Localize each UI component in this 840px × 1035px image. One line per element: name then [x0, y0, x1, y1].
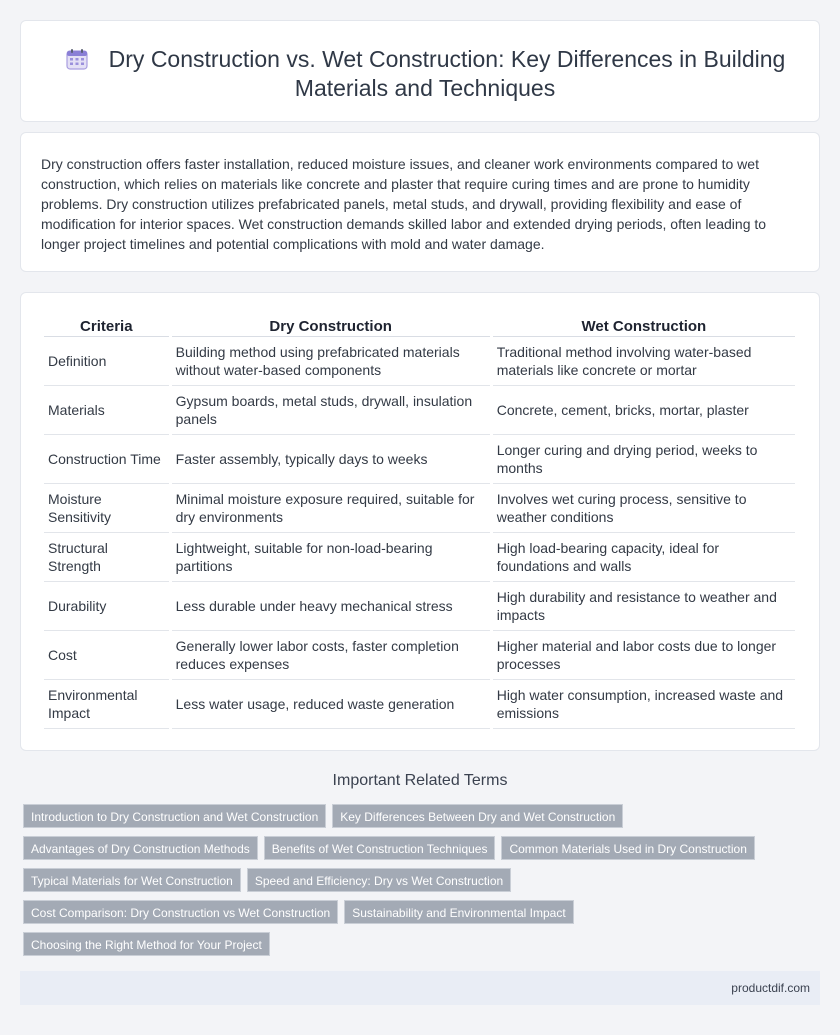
related-term-tag[interactable]: Advantages of Dry Construction Methods [23, 836, 258, 860]
related-terms-list [23, 804, 823, 964]
related-term-tag[interactable]: Key Differences Between Dry and Wet Construction [332, 804, 623, 828]
cell-criteria: Materials [44, 386, 169, 435]
column-header-dry: Dry Construction [172, 315, 490, 337]
cell-dry: Gypsum boards, metal studs, drywall, insulation panels [172, 386, 490, 435]
cell-criteria: Cost [44, 631, 169, 680]
table-row [44, 631, 795, 680]
related-term-tag[interactable]: Cost Comparison: Dry Construction vs Wet Construction [23, 900, 338, 924]
cell-dry: Less durable under heavy mechanical stress [172, 582, 490, 631]
cell-wet: High durability and resistance to weather and impacts [493, 582, 795, 631]
comparison-table [41, 315, 798, 729]
related-terms-title: Important Related Terms [332, 772, 508, 789]
table-row [44, 582, 795, 631]
related-term-tag[interactable]: Typical Materials for Wet Construction [23, 868, 241, 892]
cell-wet: Higher material and labor costs due to longer processes [493, 631, 795, 680]
cell-dry: Less water usage, reduced waste generation [172, 680, 490, 729]
related-term-tag[interactable]: Choosing the Right Method for Your Project [23, 932, 270, 956]
cell-wet: Involves wet curing process, sensitive to weather conditions [493, 484, 795, 533]
cell-dry: Minimal moisture exposure required, suitable for dry environments [172, 484, 490, 533]
related-term-tag[interactable]: Benefits of Wet Construction Techniques [264, 836, 496, 860]
related-term-tag[interactable]: Introduction to Dry Construction and Wet Construction [23, 804, 326, 828]
related-term-tag[interactable]: Sustainability and Environmental Impact [344, 900, 573, 924]
cell-criteria: Definition [44, 337, 169, 386]
table-row [44, 533, 795, 582]
cell-criteria: Structural Strength [44, 533, 169, 582]
column-header-criteria: Criteria [44, 315, 169, 337]
intro-paragraph: Dry construction offers faster installation, reduced moisture issues, and cleaner work environments compared to wet construction, which relies on materials like concrete and plaster that require curing times and are prone to humidity problems. Dry construction utilizes prefabricated panels, metal studs, and drywall, providing flexibility and ease of modification for interior spaces. Wet construction demands skilled labor and extended drying periods, often leading to longer project timelines and potential complications with mold and water damage. [41, 156, 767, 252]
cell-wet: High water consumption, increased waste and emissions [493, 680, 795, 729]
comparison-card [20, 292, 820, 751]
cell-criteria: Environmental Impact [44, 680, 169, 729]
footer [20, 971, 820, 1005]
calendar-icon [65, 47, 89, 71]
related-term-tag[interactable]: Common Materials Used in Dry Construction [501, 836, 754, 860]
table-row [44, 386, 795, 435]
table-row [44, 435, 795, 484]
cell-dry: Generally lower labor costs, faster completion reduces expenses [172, 631, 490, 680]
related-term-tag[interactable]: Speed and Efficiency: Dry vs Wet Construction [247, 868, 511, 892]
table-header-row [44, 315, 795, 337]
table-row [44, 680, 795, 729]
cell-wet: Traditional method involving water-based materials like concrete or mortar [493, 337, 795, 386]
cell-criteria: Durability [44, 582, 169, 631]
page-title-text: Dry Construction vs. Wet Construction: Key Differences in Building Materials and Techniques [108, 46, 786, 101]
cell-wet: High load-bearing capacity, ideal for foundations and walls [493, 533, 795, 582]
table-row [44, 484, 795, 533]
footer-site-link[interactable]: productdif.com [731, 981, 810, 995]
cell-dry: Building method using prefabricated materials without water-based components [172, 337, 490, 386]
cell-criteria: Moisture Sensitivity [44, 484, 169, 533]
table-row [44, 337, 795, 386]
cell-wet: Longer curing and drying period, weeks to months [493, 435, 795, 484]
intro-card [20, 132, 820, 272]
column-header-wet: Wet Construction [493, 315, 795, 337]
cell-wet: Concrete, cement, bricks, mortar, plaster [493, 386, 795, 435]
cell-dry: Lightweight, suitable for non-load-bearing partitions [172, 533, 490, 582]
title-card [20, 20, 820, 122]
cell-criteria: Construction Time [44, 435, 169, 484]
page-title [51, 45, 799, 103]
cell-dry: Faster assembly, typically days to weeks [172, 435, 490, 484]
